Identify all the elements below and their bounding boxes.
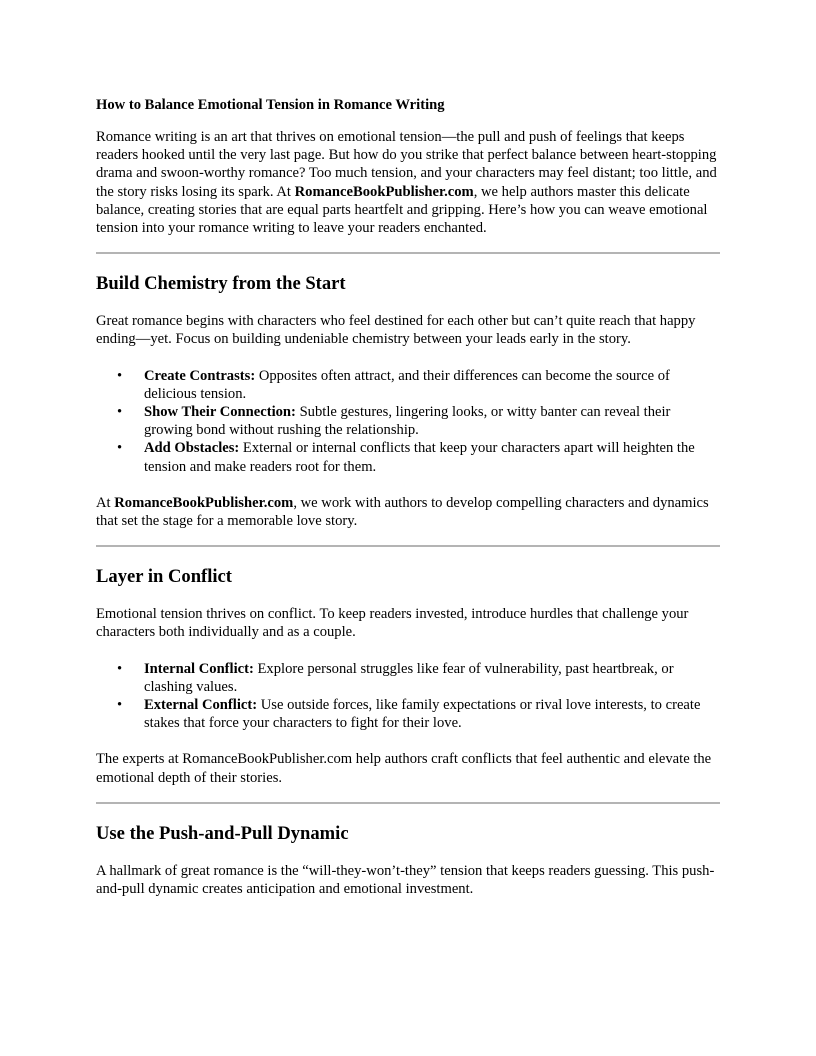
section-heading: Use the Push-and-Pull Dynamic <box>96 822 349 844</box>
bullet-list <box>96 367 720 476</box>
section-lead: Emotional tension thrives on conflict. To keep readers invested, introduce hurdles that challenge your characters both individually and as a couple. <box>96 606 689 641</box>
bullet-term: Create Contrasts: <box>144 367 256 384</box>
section-lead: Great romance begins with characters who feel destined for each other but can’t quite reach that happy ending—yet. Focus on building undeniable chemistry between your leads early in the story. <box>96 313 696 348</box>
section-closing <box>96 494 720 530</box>
intro-text-1: Romance writing is an art that thrives on emotional tension—the pull and push of feelings that keeps readers hooked until the very last page. But how do you strike that perfect balance between heart-stopping drama and swoon-worthy romance? Too much tension, and your characters may feel distant; too little, and the story risks losing its spark. At <box>96 129 717 200</box>
bullet-icon: • <box>117 367 123 384</box>
section-push-pull <box>96 823 720 898</box>
bullet-icon: • <box>117 660 123 677</box>
section-heading: Build Chemistry from the Start <box>96 273 346 295</box>
bullet-text: Use outside forces, like family expectations or rival love interests, to create stakes that force your characters to fight for their love. <box>144 697 701 732</box>
list-item <box>96 367 720 403</box>
list-item <box>96 696 720 732</box>
section-closing: The experts at RomanceBookPublisher.com help authors craft conflicts that feel authentic and elevate the emotional depth of their stories. <box>96 751 712 786</box>
intro-brand: RomanceBookPublisher.com <box>294 183 474 200</box>
bullet-list <box>96 660 720 733</box>
bullet-icon: • <box>117 697 123 714</box>
bullet-text: Explore personal struggles like fear of vulnerability, past heartbreak, or clashing values. <box>144 660 674 695</box>
section-build-chemistry <box>96 273 720 530</box>
bullet-term: External Conflict: <box>144 697 258 714</box>
document-title: How to Balance Emotional Tension in Romance Writing <box>96 97 445 113</box>
bullet-term: Internal Conflict: <box>144 660 254 677</box>
document-page <box>96 96 720 898</box>
bullet-term: Show Their Connection: <box>144 404 296 421</box>
section-layer-conflict <box>96 566 720 787</box>
bullet-term: Add Obstacles: <box>144 440 240 457</box>
closing-brand: RomanceBookPublisher.com <box>114 494 294 511</box>
list-item <box>96 403 720 439</box>
bullet-icon: • <box>117 404 123 421</box>
bullet-text: Opposites often attract, and their differences can become the source of delicious tension. <box>144 367 670 402</box>
list-item <box>96 439 720 475</box>
closing-text-1: At <box>96 494 115 511</box>
intro-text-2: , we help authors master this delicate balance, creating stories that are equal parts heartfelt and gripping. Here’s how you can weave emotional tension into your romance writing to leave your readers enchanted. <box>96 183 708 237</box>
bullet-text: External or internal conflicts that keep your characters apart will heighten the tension and make readers root for them. <box>144 440 695 475</box>
bullet-text: Subtle gestures, lingering looks, or witty banter can reveal their growing bond without rushing the relationship. <box>144 404 671 439</box>
section-lead: A hallmark of great romance is the “will-they-won’t-they” tension that keeps readers guessing. This push-and-pull dynamic creates anticipation and emotional investment. <box>96 862 715 898</box>
closing-text-2: , we work with authors to develop compelling characters and dynamics that set the stage for a memorable love story. <box>96 494 709 530</box>
intro-paragraph <box>96 128 720 237</box>
list-item <box>96 660 720 696</box>
bullet-icon: • <box>117 440 123 457</box>
section-heading: Layer in Conflict <box>96 566 233 588</box>
